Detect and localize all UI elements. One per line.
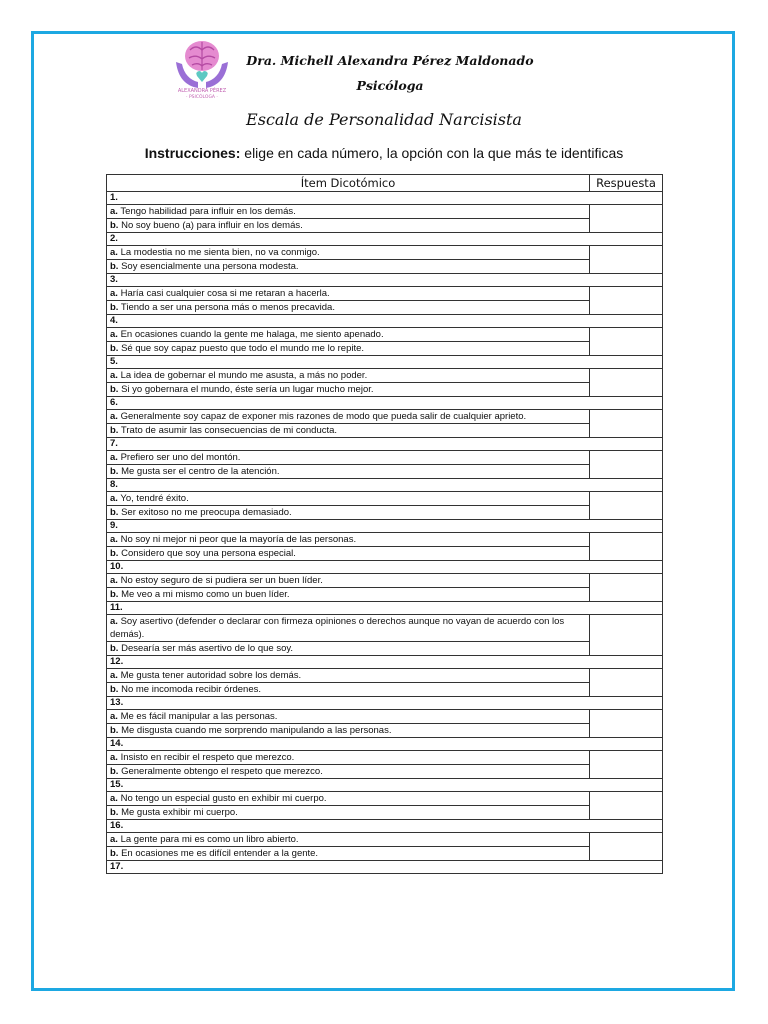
option-marker: b.	[110, 343, 119, 354]
option-marker: a.	[110, 752, 118, 763]
table-header-row	[107, 175, 663, 192]
response-cell[interactable]	[590, 574, 663, 602]
response-cell[interactable]	[590, 669, 663, 697]
option-b-text	[107, 806, 590, 820]
option-b-text	[107, 465, 590, 479]
option-row	[107, 246, 663, 260]
item-number: 15.	[107, 779, 663, 792]
option-b-text	[107, 424, 590, 438]
item-number-row	[107, 479, 663, 492]
response-cell[interactable]	[590, 287, 663, 315]
option-label: No estoy seguro de si pudiera ser un buen líder.	[117, 575, 323, 586]
option-label: Me gusta ser el centro de la atención.	[118, 466, 280, 477]
option-label: No soy ni mejor ni peor que la mayoría de las personas.	[117, 534, 357, 545]
option-a-text	[107, 205, 590, 219]
item-number-row	[107, 738, 663, 751]
option-row	[107, 465, 663, 479]
brain-hands-logo	[172, 36, 232, 104]
option-b-text	[107, 547, 590, 561]
item-number: 16.	[107, 820, 663, 833]
option-marker: a.	[110, 711, 118, 722]
item-number-row	[107, 397, 663, 410]
option-b-text	[107, 383, 590, 397]
option-marker: a.	[110, 370, 118, 381]
option-marker: b.	[110, 725, 119, 736]
response-cell[interactable]	[590, 246, 663, 274]
option-marker: a.	[110, 329, 118, 340]
option-b-text	[107, 588, 590, 602]
item-number: 11.	[107, 602, 663, 615]
response-cell[interactable]	[590, 328, 663, 356]
response-cell[interactable]	[590, 710, 663, 738]
option-a-text	[107, 287, 590, 301]
option-marker: a.	[110, 411, 118, 422]
item-number: 9.	[107, 520, 663, 533]
option-row	[107, 383, 663, 397]
option-a-text	[107, 710, 590, 724]
option-row	[107, 410, 663, 424]
option-row	[107, 833, 663, 847]
items-body	[107, 192, 663, 874]
option-marker: a.	[110, 834, 118, 845]
option-marker: b.	[110, 643, 119, 654]
option-label: Generalmente obtengo el respeto que merezco.	[118, 766, 323, 777]
option-a-text	[107, 615, 590, 642]
option-label: Me gusta tener autoridad sobre los demás.	[117, 670, 302, 681]
option-row	[107, 847, 663, 861]
option-label: La idea de gobernar el mundo me asusta, a más no poder.	[117, 370, 368, 381]
option-row	[107, 424, 663, 438]
option-marker: a.	[110, 493, 118, 504]
option-label: No tengo un especial gusto en exhibir mi cuerpo.	[117, 793, 327, 804]
option-a-text	[107, 574, 590, 588]
item-number: 5.	[107, 356, 663, 369]
option-label: La modestia no me sienta bien, no va conmigo.	[117, 247, 320, 258]
option-label: No me incomoda recibir órdenes.	[118, 684, 262, 695]
option-label: Tiendo a ser una persona más o menos precavida.	[118, 302, 335, 313]
option-label: Ser exitoso no me preocupa demasiado.	[118, 507, 292, 518]
doctor-name: Dra. Michell Alexandra Pérez Maldonado	[246, 53, 534, 68]
option-a-text	[107, 751, 590, 765]
option-row	[107, 710, 663, 724]
option-label: Me es fácil manipular a las personas.	[117, 711, 278, 722]
item-number-row	[107, 561, 663, 574]
option-marker: a.	[110, 534, 118, 545]
response-cell[interactable]	[590, 410, 663, 438]
item-number: 3.	[107, 274, 663, 287]
col-item-header: Ítem Dicotómico	[107, 175, 590, 192]
option-marker: b.	[110, 548, 119, 559]
item-number-row	[107, 438, 663, 451]
option-label: Desearía ser más asertivo de lo que soy.	[118, 643, 294, 654]
option-a-text	[107, 833, 590, 847]
response-cell[interactable]	[590, 533, 663, 561]
item-number-row	[107, 315, 663, 328]
option-marker: b.	[110, 684, 119, 695]
option-marker: a.	[110, 793, 118, 804]
item-number: 4.	[107, 315, 663, 328]
option-marker: a.	[110, 670, 118, 681]
option-marker: a.	[110, 288, 118, 299]
option-b-text	[107, 260, 590, 274]
option-row	[107, 806, 663, 820]
option-row	[107, 301, 663, 315]
item-number-row	[107, 274, 663, 287]
logo-text-name: ALEXANDRA PÉREZ	[177, 88, 227, 94]
response-cell[interactable]	[590, 369, 663, 397]
item-number: 14.	[107, 738, 663, 751]
option-row	[107, 588, 663, 602]
option-row	[107, 451, 663, 465]
option-label: Me gusta exhibir mi cuerpo.	[118, 807, 238, 818]
option-label: Generalmente soy capaz de exponer mis razones de modo que pueda salir de cualquier aprieto.	[117, 411, 527, 422]
option-row	[107, 683, 663, 697]
doctor-header	[240, 48, 540, 98]
item-number: 6.	[107, 397, 663, 410]
item-number: 2.	[107, 233, 663, 246]
option-marker: b.	[110, 220, 119, 231]
option-label: Tengo habilidad para influir en los demás.	[117, 206, 296, 217]
option-b-text	[107, 642, 590, 656]
option-label: Insisto en recibir el respeto que merezco.	[117, 752, 295, 763]
option-label: Me disgusta cuando me sorprendo manipulando a las personas.	[118, 725, 392, 736]
option-label: Haría casi cualquier cosa si me retaran a hacerla.	[117, 288, 330, 299]
option-marker: a.	[110, 206, 118, 217]
response-cell[interactable]	[590, 833, 663, 861]
item-number-row	[107, 861, 663, 874]
option-b-text	[107, 301, 590, 315]
option-a-text	[107, 246, 590, 260]
option-label: Si yo gobernara el mundo, éste sería un lugar mucho mejor.	[118, 384, 374, 395]
option-a-text	[107, 328, 590, 342]
option-label: La gente para mi es como un libro abierto.	[117, 834, 299, 845]
item-number: 8.	[107, 479, 663, 492]
option-b-text	[107, 506, 590, 520]
option-row	[107, 574, 663, 588]
option-marker: b.	[110, 766, 119, 777]
response-cell[interactable]	[590, 492, 663, 520]
items-table	[106, 174, 663, 874]
option-a-text	[107, 492, 590, 506]
option-row	[107, 615, 663, 642]
option-marker: b.	[110, 507, 119, 518]
response-cell[interactable]	[590, 205, 663, 233]
option-label: En ocasiones cuando la gente me halaga, me siento apenado.	[117, 329, 384, 340]
option-row	[107, 205, 663, 219]
item-number: 1.	[107, 192, 663, 205]
option-row	[107, 547, 663, 561]
item-number-row	[107, 779, 663, 792]
option-marker: b.	[110, 384, 119, 395]
item-number: 7.	[107, 438, 663, 451]
logo-text-profession: · PSICÓLOGA ·	[186, 95, 218, 100]
option-a-text	[107, 451, 590, 465]
item-number-row	[107, 192, 663, 205]
item-number: 10.	[107, 561, 663, 574]
item-number-row	[107, 656, 663, 669]
item-number-row	[107, 602, 663, 615]
option-b-text	[107, 219, 590, 233]
option-b-text	[107, 765, 590, 779]
option-label: Me veo a mi mismo como un buen líder.	[118, 589, 290, 600]
item-number-row	[107, 820, 663, 833]
response-cell[interactable]	[590, 451, 663, 479]
instructions	[0, 145, 768, 161]
item-number-row	[107, 356, 663, 369]
option-b-text	[107, 342, 590, 356]
option-b-text	[107, 724, 590, 738]
option-row	[107, 260, 663, 274]
instructions-label: Instrucciones:	[144, 145, 241, 161]
option-row	[107, 287, 663, 301]
option-row	[107, 492, 663, 506]
option-label: Soy asertivo (defender o declarar con firmeza opiniones o derechos aunque no vayan de acuerdo con los demás).	[110, 616, 565, 640]
option-marker: b.	[110, 261, 119, 272]
option-marker: b.	[110, 466, 119, 477]
option-row	[107, 328, 663, 342]
option-marker: b.	[110, 589, 119, 600]
option-row	[107, 342, 663, 356]
option-row	[107, 219, 663, 233]
option-row	[107, 669, 663, 683]
item-number-row	[107, 697, 663, 710]
option-b-text	[107, 847, 590, 861]
col-response-header: Respuesta	[590, 175, 663, 192]
option-marker: a.	[110, 247, 118, 258]
option-label: Sé que soy capaz puesto que todo el mundo me lo repite.	[118, 343, 365, 354]
option-marker: a.	[110, 616, 118, 627]
option-row	[107, 724, 663, 738]
option-marker: b.	[110, 425, 119, 436]
option-label: En ocasiones me es difícil entender a la gente.	[118, 848, 319, 859]
option-marker: b.	[110, 848, 119, 859]
option-row	[107, 533, 663, 547]
option-label: Prefiero ser uno del montón.	[117, 452, 241, 463]
option-label: Soy esencialmente una persona modesta.	[118, 261, 299, 272]
option-a-text	[107, 669, 590, 683]
doctor-profession: Psicóloga	[356, 78, 424, 93]
item-number-row	[107, 520, 663, 533]
option-a-text	[107, 792, 590, 806]
option-label: Yo, tendré éxito.	[117, 493, 189, 504]
option-label: Trato de asumir las consecuencias de mi conducta.	[118, 425, 338, 436]
item-number: 12.	[107, 656, 663, 669]
option-marker: b.	[110, 807, 119, 818]
option-marker: a.	[110, 575, 118, 586]
option-row	[107, 751, 663, 765]
scale-title: Escala de Personalidad Narcisista	[246, 110, 522, 129]
option-label: No soy bueno (a) para influir en los demás.	[118, 220, 303, 231]
option-row	[107, 642, 663, 656]
option-row	[107, 369, 663, 383]
option-row	[107, 506, 663, 520]
instructions-text: elige en cada número, la opción con la que más te identificas	[240, 145, 624, 161]
option-a-text	[107, 533, 590, 547]
item-number: 17.	[107, 861, 663, 874]
response-cell[interactable]	[590, 615, 663, 656]
item-number-row	[107, 233, 663, 246]
response-cell[interactable]	[590, 751, 663, 779]
option-a-text	[107, 410, 590, 424]
item-number: 13.	[107, 697, 663, 710]
option-a-text	[107, 369, 590, 383]
option-marker: a.	[110, 452, 118, 463]
option-marker: b.	[110, 302, 119, 313]
option-label: Considero que soy una persona especial.	[118, 548, 296, 559]
option-row	[107, 792, 663, 806]
option-b-text	[107, 683, 590, 697]
option-row	[107, 765, 663, 779]
response-cell[interactable]	[590, 792, 663, 820]
